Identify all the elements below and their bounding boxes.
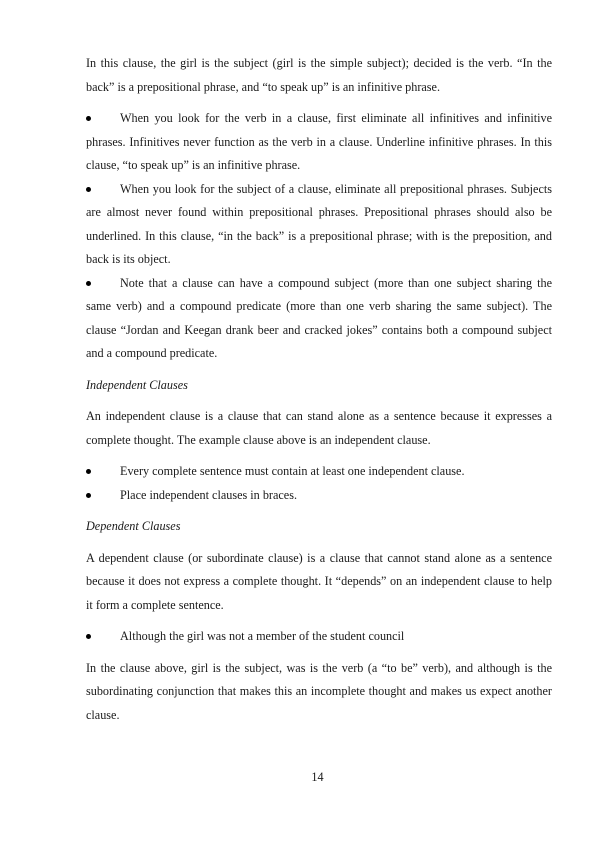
bullet-item-prepositional <box>86 178 552 272</box>
bullet-icon <box>86 187 91 192</box>
bullet-icon <box>86 116 91 121</box>
bullet-icon <box>86 634 91 639</box>
bullet-text: When you look for the verb in a clause, first eliminate all infinitives and infinitive phrases. Infinitives never function as the verb in a clause. Underline infinitive phrases. In this clause, “to speak up” is an infinitive phrase. <box>86 111 552 172</box>
paragraph-dependent: A dependent clause (or subordinate clause) is a clause that cannot stand alone as a sentence because it does not express a complete thought. It “depends” on an independent clause to help it form a complete sentence. <box>86 550 552 612</box>
bullet-icon <box>86 469 91 474</box>
bullet-item-braces <box>86 484 552 508</box>
heading-dependent-clauses: Dependent Clauses <box>86 519 181 533</box>
bullet-icon <box>86 281 91 286</box>
bullet-text: When you look for the subject of a clause, eliminate all prepositional phrases. Subjects are almost never found within prepositional phrases. Prepositional phrases should also be underlined. In this clause, “in the back” is a prepositional phrase; with is the preposition, and back is its object. <box>86 181 552 266</box>
bullet-text: Although the girl was not a member of the student council <box>120 629 405 643</box>
document-page <box>86 52 552 727</box>
bullet-item-infinitives <box>86 107 552 178</box>
paragraph-independent: An independent clause is a clause that can stand alone as a sentence because it expresses a complete thought. The example clause above is an independent clause. <box>86 409 552 447</box>
heading-independent-clauses: Independent Clauses <box>86 377 188 392</box>
paragraph-explanation: In the clause above, girl is the subject, was is the verb (a “to be” verb), and although is the subordinating conjunction that makes this an incomplete thought and makes us expect another clause. <box>86 660 552 722</box>
bullet-text: Place independent clauses in braces. <box>120 487 297 502</box>
bullet-text: Every complete sentence must contain at least one independent clause. <box>120 464 465 478</box>
bullet-item-compound <box>86 272 552 366</box>
page-number: 14 <box>311 770 324 784</box>
bullet-item-complete-sentence <box>86 460 552 484</box>
bullet-icon <box>86 493 91 498</box>
bullet-item-example <box>86 625 552 649</box>
paragraph-intro: In this clause, the girl is the subject (girl is the simple subject); decided is the verb. “In the back” is a prepositional phrase, and “to speak up” is an infinitive phrase. <box>86 56 552 94</box>
bullet-text: Note that a clause can have a compound subject (more than one subject sharing the same verb) and a compound predicate (more than one verb sharing the same subject). The clause “Jordan and Keegan drank beer and cracked jokes” contains both a compound subject and a compound predicate. <box>86 275 552 360</box>
